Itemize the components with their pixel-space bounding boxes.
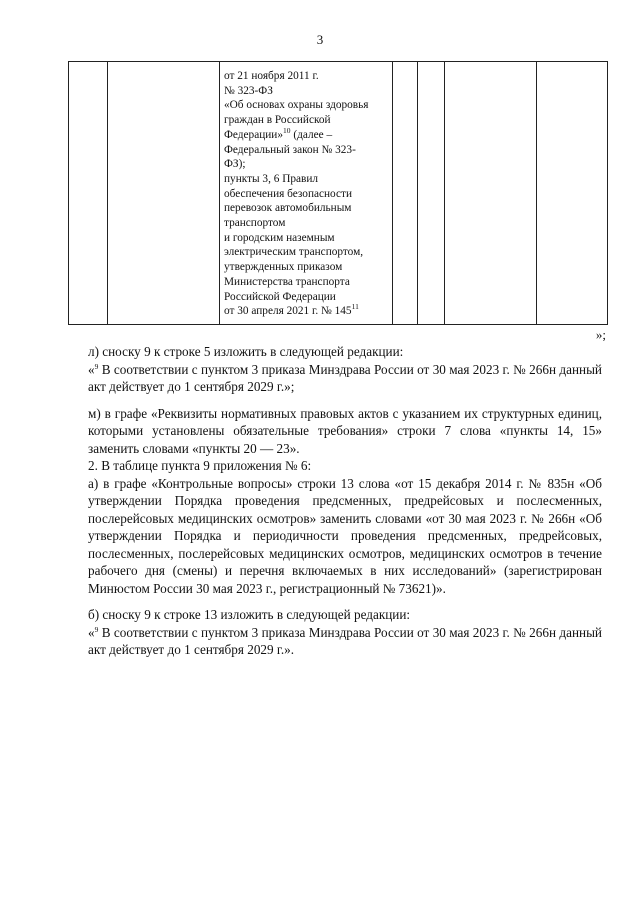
- cell-line: Российской Федерации: [224, 290, 336, 303]
- table-column-divider: [107, 62, 108, 324]
- cell-line: от 21 ноября 2011 г.: [224, 70, 319, 82]
- cell-line: пункты 3, 6 Правил: [224, 172, 319, 185]
- table-column-divider: [536, 62, 537, 324]
- table-closing-quote: »;: [595, 327, 606, 342]
- cell-line: транспортом: [224, 217, 286, 230]
- cell-line: [224, 304, 389, 319]
- cell-line: ФЗ);: [224, 158, 246, 171]
- footnote-text: В соответствии с пунктом 3 приказа Минздрава России от 30 мая 2023 г. № 266н данный акт действует до 1 сентября 2029 г.».: [88, 624, 602, 657]
- cell-line: «Об основах охраны здоровья: [224, 99, 369, 112]
- footnote-ref-10: 10: [283, 125, 291, 135]
- paragraph-a: а) в графе «Контрольные вопросы» строки 13 слова «от 15 декабря 2014 г. № 835н «Об утверждении Порядка проведения предсменных, предрейсовых и послесменных, послерейсовых медицинских осмотров» заменить словами «от 30 мая 2023 г. № 266н «Об утверждении Порядка и периодичности проведения предсменных, предрейсовых, послесменных, послерейсовых медицинских осмотров, медицинских осмотров в течение рабочего дня (смены) и перечня включаемых в них исследований» (зарегистрирован Минюстом России 30 мая 2023 г., регистрационный № 73621)».: [88, 475, 602, 596]
- quote-open: «: [88, 361, 95, 377]
- table-column-divider: [219, 62, 220, 324]
- paragraph-b-instruction: б) сноску 9 к строке 13 изложить в следующей редакции:: [88, 607, 411, 622]
- cell-line: перевозок автомобильным: [224, 202, 352, 215]
- cell-line: № 323-ФЗ: [224, 84, 273, 97]
- cell-line-part: (далее –: [293, 128, 333, 141]
- cell-line: граждан в Российской: [224, 114, 331, 127]
- paragraph-b-footnote: [88, 624, 602, 659]
- cell-line: обеспечения безопасности: [224, 187, 352, 200]
- cell-line: [224, 125, 389, 143]
- cell-line: и городским наземным: [224, 231, 335, 244]
- footnote-ref-11: 11: [351, 302, 359, 312]
- footnote-number: 9: [94, 624, 99, 634]
- cell-line: электрическим транспортом,: [224, 246, 364, 259]
- table-column-divider: [417, 62, 418, 324]
- document-body: [88, 343, 602, 659]
- cell-line: утвержденных приказом: [224, 261, 343, 274]
- footnote-text: В соответствии с пунктом 3 приказа Минздрава России от 30 мая 2023 г. № 266н данный акт действует до 1 сентября 2029 г.»;: [88, 361, 602, 394]
- cell-line: Федеральный закон № 323-: [224, 143, 356, 156]
- requisites-cell: [224, 69, 389, 319]
- paragraph-l-footnote: [88, 361, 602, 396]
- quote-open: «: [88, 624, 95, 640]
- table-column-divider: [392, 62, 393, 324]
- paragraph-m: м) в графе «Реквизиты нормативных правовых актов с указанием их структурных единиц, которыми установлены обязательные требования» строки 7 слова «пункты 14, 15» заменить словами «пункты 20 — 23».: [88, 405, 602, 456]
- requisites-table: [68, 61, 608, 325]
- cell-line: Министерства транспорта: [224, 275, 350, 288]
- cell-line-part: от 30 апреля 2021 г. № 145: [224, 305, 352, 318]
- paragraph-l-instruction: л) сноску 9 к строке 5 изложить в следующей редакции:: [88, 344, 404, 359]
- paragraph-2: 2. В таблице пункта 9 приложения № 6:: [88, 458, 312, 473]
- table-column-divider: [444, 62, 445, 324]
- footnote-number: 9: [94, 361, 99, 371]
- cell-line-part: Федерации»: [224, 128, 283, 141]
- page-number: 3: [316, 32, 324, 47]
